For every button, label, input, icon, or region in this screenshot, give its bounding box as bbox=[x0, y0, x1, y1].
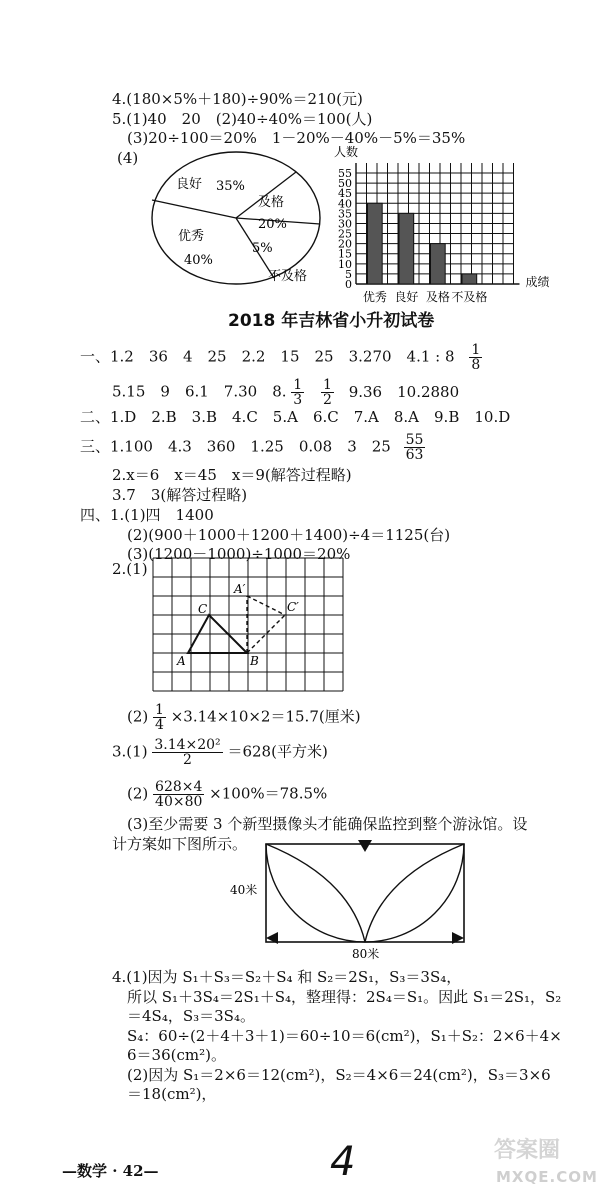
fraction: $\frac{1}{3}$ bbox=[293, 377, 303, 408]
answer-line bbox=[127, 703, 361, 732]
y-tick-label: 55 bbox=[338, 167, 352, 180]
grid-point-c-prime: C′ bbox=[287, 600, 299, 614]
answer-line: 二、1.D 2.B 3.B 4.C 5.A 6.C 7.A 8.A 9.B 10.D bbox=[80, 408, 511, 426]
answer-line: 四、1.(1)四 1400 bbox=[80, 506, 214, 524]
answer-line: 3.7 3(解答过程略) bbox=[112, 486, 248, 504]
answer-line: 4.(1)因为 S₁＋S₃＝S₂＋S₄ 和 S₂＝2S₁，S₃＝3S₄， bbox=[112, 968, 462, 986]
pie-label-excellent: 优秀 bbox=[178, 229, 205, 244]
pie-pct-good: 35% bbox=[216, 179, 245, 194]
y-tick-label: 45 bbox=[338, 187, 352, 201]
answer-line: S₄：60÷(2＋4＋3＋1)＝60÷10＝6(cm²)，S₁＋S₂：2×6＋4× bbox=[127, 1027, 562, 1045]
fraction: $\frac{55}{63}$ bbox=[405, 432, 424, 463]
x-axis-label: 成绩 bbox=[525, 275, 550, 289]
pie-chart bbox=[148, 150, 328, 290]
y-tick-label: 40 bbox=[338, 197, 352, 211]
pie-label-good: 良好 bbox=[176, 177, 203, 192]
answer-line: (2)(900＋1000＋1200＋1400)÷4＝1125(台) bbox=[127, 526, 451, 544]
answer-line: (3)(1200－1000)÷1000＝20% bbox=[127, 545, 351, 563]
watermark bbox=[490, 1136, 598, 1196]
pie-pct-excellent: 40% bbox=[184, 253, 213, 268]
handwritten-mark: 4 bbox=[330, 1139, 356, 1185]
answer-line bbox=[80, 343, 482, 372]
answer-line: ＝18(cm²)， bbox=[127, 1085, 217, 1103]
grid-point-a: A bbox=[177, 654, 186, 668]
answer-line: (4) bbox=[117, 149, 139, 167]
answer-line: 2.(1) bbox=[112, 560, 148, 578]
y-tick-label: 15 bbox=[338, 247, 352, 261]
answer-text: (2) bbox=[127, 707, 149, 726]
answer-text: ×100%＝78.5% bbox=[209, 784, 328, 803]
pie-label-pass: 及格 bbox=[258, 195, 285, 210]
answer-line: (3)20÷100＝20% 1－20%－40%－5%＝35% bbox=[127, 129, 466, 147]
page-number: —数学 · 42— bbox=[62, 1162, 159, 1180]
answer-line bbox=[112, 378, 459, 407]
answer-line: 2.x＝6 x＝45 x＝9(解答过程略) bbox=[112, 466, 352, 484]
answer-line: 所以 S₁＋3S₄＝2S₁＋S₄，整理得：2S₄＝S₁。因此 S₁＝2S₁，S₂ bbox=[127, 988, 562, 1006]
answer-line: (3)至少需要 3 个新型摄像头才能确保监控到整个游泳馆。设 bbox=[127, 815, 528, 833]
answer-line: 6＝36(cm²)。 bbox=[127, 1046, 226, 1064]
bar bbox=[462, 274, 477, 284]
fraction: $\frac{1}{2}$ bbox=[323, 377, 332, 408]
answer-line bbox=[127, 780, 327, 809]
answer-line bbox=[80, 433, 425, 462]
camera-marker-top bbox=[358, 840, 372, 852]
answer-text: ×3.14×10×2＝15.7(厘米) bbox=[170, 707, 361, 726]
answer-text: 三、1.100 4.3 360 1.25 0.08 3 25 bbox=[80, 437, 391, 456]
pool-diagram bbox=[230, 838, 480, 963]
answer-text: ＝628(平方米) bbox=[227, 742, 328, 761]
category-label: 优秀 bbox=[362, 290, 387, 304]
answer-text: 3.(1) bbox=[112, 742, 148, 761]
bar-chart bbox=[330, 140, 550, 305]
category-label: 不及格 bbox=[451, 290, 488, 304]
y-tick-label: 35 bbox=[338, 207, 352, 221]
bar bbox=[431, 244, 446, 284]
answer-line: 5.(1)40 20 (2)40÷40%＝100(人) bbox=[112, 110, 373, 128]
fraction: $\frac{628\times 4}{40\times 80}$ bbox=[155, 779, 203, 810]
answer-line: (2)因为 S₁＝2×6＝12(cm²)，S₂＝4×6＝24(cm²)，S₃＝3×6 bbox=[127, 1066, 551, 1084]
y-tick-label: 50 bbox=[338, 177, 352, 191]
y-tick-label: 20 bbox=[338, 237, 352, 251]
category-label: 良好 bbox=[394, 290, 419, 304]
category-label: 及格 bbox=[425, 290, 450, 304]
grid-point-b: B bbox=[250, 654, 259, 668]
answer-line: ＝4S₄，S₃＝3S₄。 bbox=[127, 1007, 255, 1025]
section-title: 2018 年吉林省小升初试卷 bbox=[228, 311, 435, 331]
y-tick-label: 25 bbox=[338, 227, 352, 241]
watermark-url: MXQE.COM bbox=[496, 1168, 598, 1186]
answer-text: 9.36 10.2880 bbox=[348, 382, 460, 401]
pool-height-label: 40米 bbox=[230, 883, 258, 897]
y-tick-label: 5 bbox=[345, 267, 352, 281]
y-axis-label: 人数 bbox=[334, 145, 359, 159]
answer-line: 4.(180×5%＋180)÷90%＝210(元) bbox=[112, 90, 363, 108]
y-tick-label: 30 bbox=[338, 217, 352, 231]
grid-point-a-prime: A′ bbox=[234, 582, 246, 596]
answer-line: 计方案如下图所示。 bbox=[112, 835, 248, 853]
bar bbox=[368, 203, 383, 284]
fraction: $\frac{1}{8}$ bbox=[471, 342, 481, 373]
fraction: $\frac{1}{4}$ bbox=[155, 702, 164, 733]
watermark-text: 答案圈 bbox=[494, 1138, 561, 1163]
grid-figure bbox=[150, 555, 344, 691]
answer-line bbox=[112, 738, 328, 767]
pie-label-fail: 不及格 bbox=[268, 269, 308, 284]
answer-text: 5.15 9 6.1 7.30 8. bbox=[112, 382, 287, 401]
pie-pct-pass: 20% bbox=[258, 217, 287, 232]
pie-pct-fail: 5% bbox=[252, 241, 273, 256]
bar bbox=[399, 213, 414, 284]
fraction: $\frac{\text{3.14×20²}}{2}$ bbox=[154, 737, 221, 768]
y-tick-label: 10 bbox=[338, 257, 352, 271]
y-tick-label: 0 bbox=[345, 278, 352, 291]
answer-text: (2) bbox=[127, 784, 149, 803]
answer-text: 一、1.2 36 4 25 2.2 15 25 3.270 4.1 : 8 bbox=[80, 347, 455, 366]
grid-point-c: C bbox=[198, 602, 208, 616]
pool-width-label: 80米 bbox=[352, 947, 380, 961]
